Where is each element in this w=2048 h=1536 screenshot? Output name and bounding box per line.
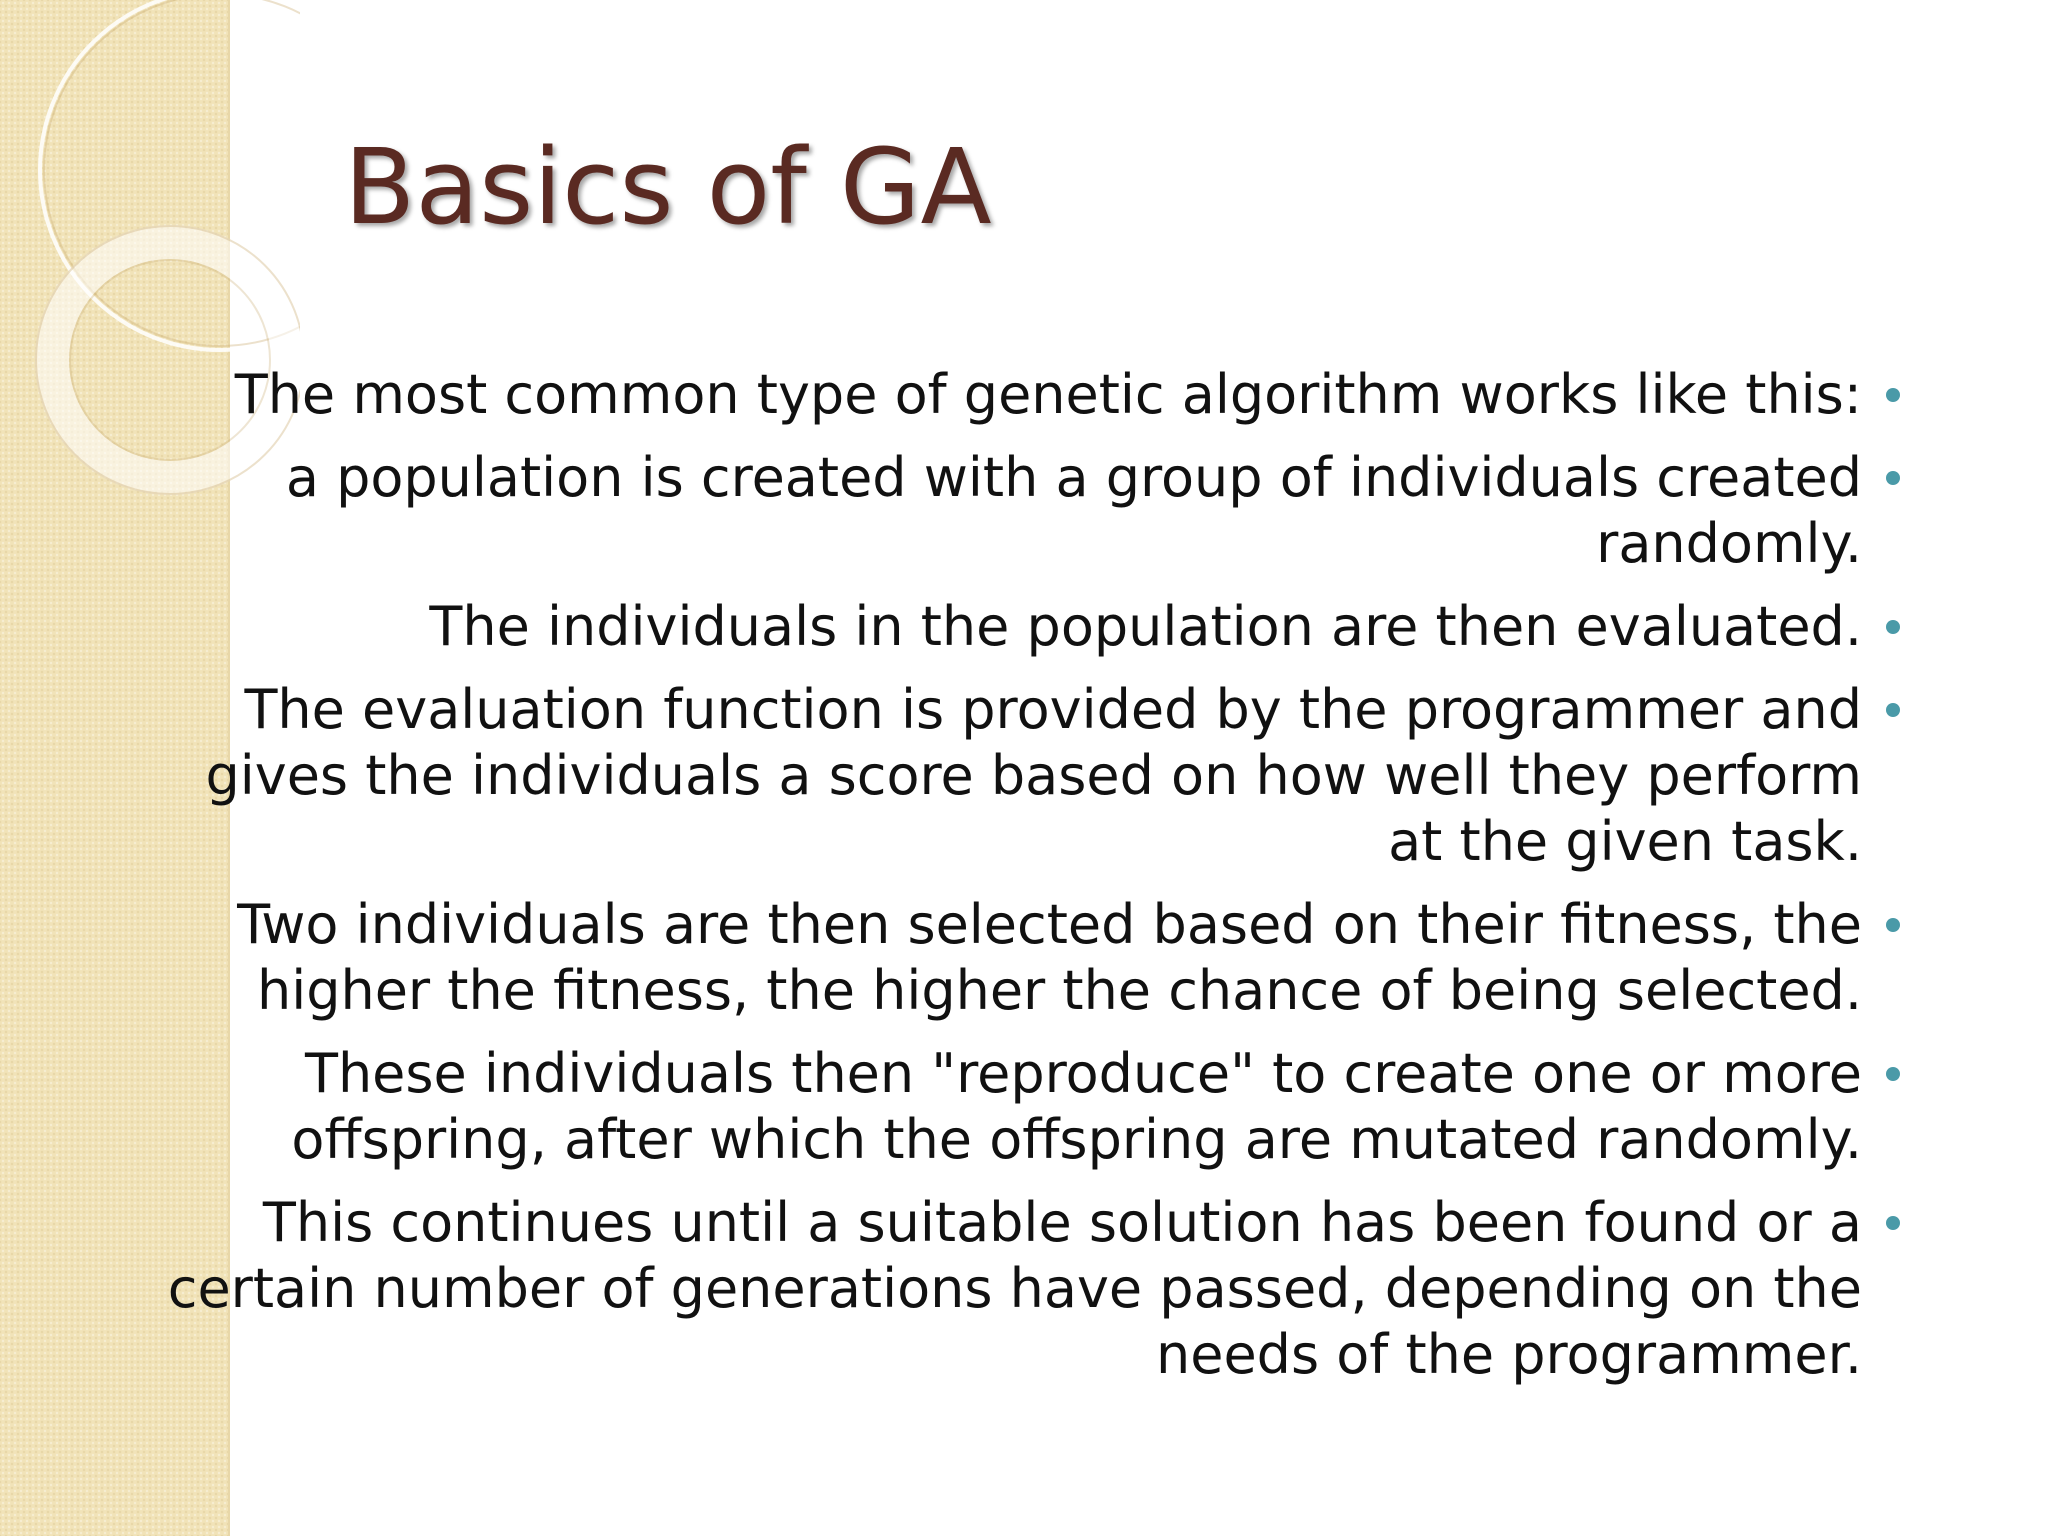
bullet-dot-icon: [1886, 620, 1900, 634]
bullet-text: Two individuals are then selected based on their fitness, the higher the fitness, the higher the chance of being selected.: [237, 893, 1862, 1022]
bullet-dot-icon: [1886, 388, 1900, 402]
bullet-text: a population is created with a group of individuals created randomly.: [285, 446, 1862, 575]
bullet-item: [140, 1190, 1912, 1388]
bullet-dot-icon: [1886, 703, 1900, 717]
bullet-item: [140, 594, 1912, 660]
bullet-list: [140, 362, 1912, 1405]
bullet-text: The evaluation function is provided by the programmer and gives the individuals a score based on how well they perform at the given task.: [205, 678, 1862, 873]
bullet-text: This continues until a suitable solution has been found or a certain number of generations have passed, depending on the needs of the programmer.: [167, 1191, 1862, 1386]
bullet-item: [140, 445, 1912, 577]
bullet-text: The most common type of genetic algorithm works like this:: [234, 363, 1862, 426]
bullet-text: The individuals in the population are then evaluated.: [429, 595, 1862, 658]
bullet-item: [140, 1041, 1912, 1173]
bullet-dot-icon: [1886, 918, 1900, 932]
slide-title: Basics of GA: [344, 126, 992, 248]
bullet-text: These individuals then "reproduce" to create one or more offspring, after which the offspring are mutated randomly.: [291, 1042, 1862, 1171]
bullet-dot-icon: [1886, 471, 1900, 485]
bullet-dot-icon: [1886, 1216, 1900, 1230]
bullet-dot-icon: [1886, 1067, 1900, 1081]
bullet-item: [140, 677, 1912, 875]
bullet-item: [140, 892, 1912, 1024]
bullet-item: [140, 362, 1912, 428]
